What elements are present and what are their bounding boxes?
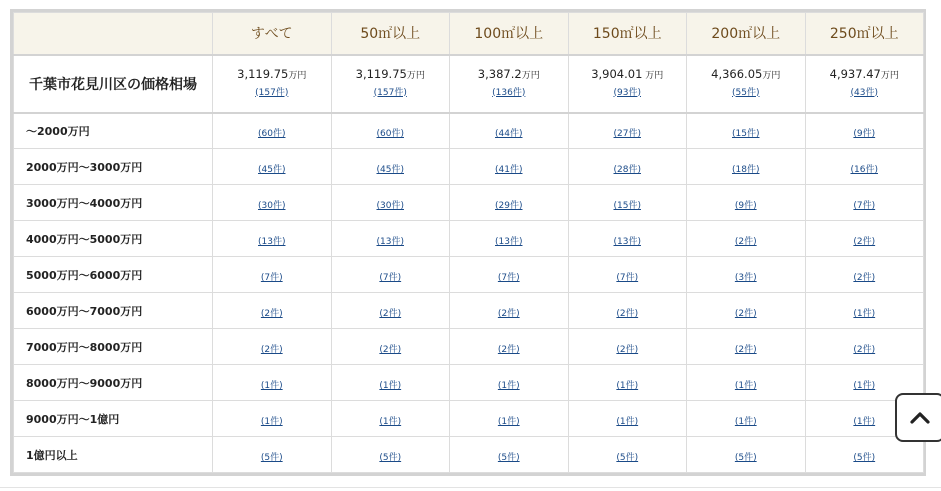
table-row	[14, 437, 924, 473]
count-cell	[450, 221, 569, 257]
price-band-label: 3000万円～4000万円	[14, 185, 213, 221]
price-band-label: 1億円以上	[14, 437, 213, 473]
listing-count-link[interactable]: (2件)	[497, 345, 520, 355]
count-cell	[805, 185, 924, 221]
count-cell	[687, 185, 806, 221]
average-price-cell	[331, 55, 450, 113]
count-cell	[331, 221, 450, 257]
listing-count-link[interactable]: (45件)	[258, 165, 286, 175]
count-cell	[450, 401, 569, 437]
price-number: 3,904.01	[591, 66, 643, 81]
price-unit: 万円	[521, 70, 540, 81]
average-price-value	[687, 67, 805, 84]
count-cell	[213, 113, 332, 149]
count-cell	[331, 185, 450, 221]
listing-count-link[interactable]: (5件)	[853, 453, 876, 463]
count-cell	[568, 329, 687, 365]
listing-count-link[interactable]: (2件)	[734, 237, 757, 247]
count-cell	[450, 257, 569, 293]
listing-count-link[interactable]: (1件)	[497, 417, 520, 427]
listing-count-link[interactable]: (5件)	[616, 453, 639, 463]
price-band-label: ～2000万円	[14, 113, 213, 149]
count-cell	[687, 365, 806, 401]
average-price-value	[569, 67, 687, 84]
listing-count-link[interactable]: (55件)	[732, 87, 760, 98]
listing-count-link[interactable]: (30件)	[376, 201, 404, 211]
count-cell	[331, 149, 450, 185]
listing-count-link[interactable]: (1件)	[616, 381, 639, 391]
listing-count-link[interactable]: (13件)	[376, 237, 404, 247]
price-unit: 万円	[406, 70, 425, 81]
count-cell	[331, 257, 450, 293]
listing-count-link[interactable]: (2件)	[260, 309, 283, 319]
listing-count-link[interactable]: (1件)	[616, 417, 639, 427]
listing-count-link[interactable]: (27件)	[613, 129, 641, 140]
count-cell	[213, 401, 332, 437]
count-cell	[687, 257, 806, 293]
average-price-value	[213, 67, 331, 84]
listing-count-link[interactable]: (2件)	[379, 309, 402, 319]
table-row	[14, 329, 924, 365]
scroll-to-top-button[interactable]	[895, 393, 941, 442]
listing-count-link[interactable]: (2件)	[260, 345, 283, 355]
listing-count-link[interactable]: (2件)	[497, 309, 520, 319]
count-cell	[687, 113, 806, 149]
listing-count-link[interactable]: (5件)	[497, 453, 520, 463]
price-number: 3,387.2	[477, 66, 522, 81]
listing-count-link[interactable]: (43件)	[850, 87, 878, 98]
listing-count-link[interactable]: (41件)	[495, 165, 523, 175]
count-cell	[687, 221, 806, 257]
listing-count-link[interactable]: (2件)	[734, 345, 757, 355]
listing-count-link[interactable]: (3件)	[734, 273, 757, 283]
listing-count-link[interactable]: (7件)	[853, 201, 876, 211]
listing-count-link[interactable]: (9件)	[734, 201, 757, 211]
table-row	[14, 293, 924, 329]
listing-count-link[interactable]: (30件)	[258, 201, 286, 211]
price-unit: 万円	[288, 70, 307, 81]
listing-count-link[interactable]: (1件)	[379, 417, 402, 427]
table-row	[14, 401, 924, 437]
price-number: 3,119.75	[237, 66, 289, 81]
price-unit: 万円	[642, 70, 664, 81]
count-cell	[213, 149, 332, 185]
count-cell	[213, 329, 332, 365]
price-band-label: 8000万円～9000万円	[14, 365, 213, 401]
price-band-label: 7000万円～8000万円	[14, 329, 213, 365]
table-header-row	[14, 13, 924, 55]
column-header-200sqm: 200㎡以上	[687, 13, 806, 55]
count-cell	[213, 437, 332, 473]
count-cell	[568, 185, 687, 221]
count-cell	[450, 365, 569, 401]
average-price-cell	[687, 55, 806, 113]
count-cell	[687, 149, 806, 185]
listing-count-link[interactable]: (60件)	[258, 129, 286, 140]
average-price-cell	[805, 55, 924, 113]
listing-count-link[interactable]: (7件)	[616, 273, 639, 283]
count-cell	[213, 293, 332, 329]
listing-count-link[interactable]: (1件)	[379, 381, 402, 391]
count-cell	[331, 365, 450, 401]
count-cell	[331, 329, 450, 365]
listing-count-link[interactable]: (1件)	[734, 381, 757, 391]
price-number: 3,119.75	[355, 66, 407, 81]
listing-count-link[interactable]: (44件)	[495, 129, 523, 140]
page-divider	[0, 487, 941, 488]
listing-count-link[interactable]: (2件)	[616, 345, 639, 355]
column-header-all: すべて	[213, 13, 332, 55]
listing-count-link[interactable]: (5件)	[734, 453, 757, 463]
header-corner-cell	[14, 13, 213, 55]
table-row	[14, 149, 924, 185]
listing-count-link[interactable]: (1件)	[853, 417, 876, 427]
listing-count-link[interactable]: (1件)	[734, 417, 757, 427]
count-cell	[331, 113, 450, 149]
count-cell	[687, 437, 806, 473]
listing-count-link[interactable]: (2件)	[734, 309, 757, 319]
listing-count-link[interactable]: (2件)	[616, 309, 639, 319]
listing-count-link[interactable]: (2件)	[853, 273, 876, 283]
count-cell	[805, 329, 924, 365]
table-row	[14, 221, 924, 257]
listing-count-link[interactable]: (13件)	[258, 237, 286, 247]
count-cell	[213, 221, 332, 257]
count-cell	[450, 437, 569, 473]
count-cell	[568, 149, 687, 185]
price-band-label: 6000万円～7000万円	[14, 293, 213, 329]
listing-count-link[interactable]: (93件)	[613, 87, 641, 98]
listing-count-link[interactable]: (2件)	[853, 345, 876, 355]
average-price-value	[450, 67, 568, 84]
count-cell	[331, 293, 450, 329]
table-row	[14, 365, 924, 401]
listing-count-link[interactable]: (9件)	[853, 129, 876, 140]
count-cell	[805, 221, 924, 257]
price-unit: 万円	[880, 70, 899, 81]
count-cell	[213, 365, 332, 401]
listing-count-link[interactable]: (28件)	[613, 165, 641, 175]
column-header-250sqm: 250㎡以上	[805, 13, 924, 55]
count-cell	[213, 185, 332, 221]
count-cell	[568, 293, 687, 329]
average-price-cell	[450, 55, 569, 113]
listing-count-link[interactable]: (157件)	[373, 87, 407, 98]
listing-count-link[interactable]: (2件)	[853, 237, 876, 247]
table-row	[14, 185, 924, 221]
price-number: 4,937.47	[829, 66, 881, 81]
listing-count-link[interactable]: (29件)	[495, 201, 523, 211]
listing-count-link[interactable]: (15件)	[613, 201, 641, 211]
listing-count-link[interactable]: (157件)	[255, 87, 289, 98]
count-cell	[331, 437, 450, 473]
listing-count-link[interactable]: (1件)	[853, 381, 876, 391]
table-row	[14, 257, 924, 293]
listing-count-link[interactable]: (7件)	[497, 273, 520, 283]
listing-count-link[interactable]: (60件)	[376, 129, 404, 140]
listing-count-link[interactable]: (1件)	[497, 381, 520, 391]
average-price-label: 千葉市花見川区の価格相場	[14, 55, 213, 113]
listing-count-link[interactable]: (1件)	[260, 381, 283, 391]
price-band-label: 9000万円～1億円	[14, 401, 213, 437]
listing-count-link[interactable]: (5件)	[379, 453, 402, 463]
price-unit: 万円	[762, 70, 781, 81]
listing-count-link[interactable]: (13件)	[495, 237, 523, 247]
count-cell	[805, 293, 924, 329]
count-cell	[687, 329, 806, 365]
column-header-150sqm: 150㎡以上	[568, 13, 687, 55]
count-cell	[450, 113, 569, 149]
listing-count-link[interactable]: (136件)	[492, 87, 526, 98]
count-cell	[450, 185, 569, 221]
count-cell	[568, 437, 687, 473]
column-header-100sqm: 100㎡以上	[450, 13, 569, 55]
average-price-value	[332, 67, 450, 84]
count-cell	[805, 149, 924, 185]
price-band-label: 4000万円～5000万円	[14, 221, 213, 257]
listing-count-link[interactable]: (2件)	[379, 345, 402, 355]
listing-count-link[interactable]: (13件)	[613, 237, 641, 247]
average-price-cell	[213, 55, 332, 113]
count-cell	[805, 113, 924, 149]
count-cell	[568, 365, 687, 401]
price-range-table	[13, 12, 924, 473]
chevron-up-icon	[909, 409, 931, 425]
count-cell	[450, 293, 569, 329]
count-cell	[687, 293, 806, 329]
price-band-label: 5000万円～6000万円	[14, 257, 213, 293]
count-cell	[568, 401, 687, 437]
price-band-label: 2000万円～3000万円	[14, 149, 213, 185]
column-header-50sqm: 50㎡以上	[331, 13, 450, 55]
listing-count-link[interactable]: (18件)	[732, 165, 760, 175]
table-row	[14, 113, 924, 149]
count-cell	[805, 257, 924, 293]
listing-count-link[interactable]: (5件)	[260, 453, 283, 463]
price-table-frame	[10, 9, 926, 476]
price-number: 4,366.05	[711, 66, 763, 81]
count-cell	[568, 113, 687, 149]
listing-count-link[interactable]: (1件)	[853, 309, 876, 319]
count-cell	[331, 401, 450, 437]
count-cell	[687, 401, 806, 437]
listing-count-link[interactable]: (15件)	[732, 129, 760, 140]
count-cell	[450, 149, 569, 185]
count-cell	[568, 257, 687, 293]
listing-count-link[interactable]: (7件)	[379, 273, 402, 283]
listing-count-link[interactable]: (7件)	[260, 273, 283, 283]
count-cell	[213, 257, 332, 293]
count-cell	[568, 221, 687, 257]
count-cell	[450, 329, 569, 365]
listing-count-link[interactable]: (16件)	[850, 165, 878, 175]
average-price-cell	[568, 55, 687, 113]
listing-count-link[interactable]: (45件)	[376, 165, 404, 175]
listing-count-link[interactable]: (1件)	[260, 417, 283, 427]
average-price-value	[806, 67, 924, 84]
average-price-row	[14, 55, 924, 113]
